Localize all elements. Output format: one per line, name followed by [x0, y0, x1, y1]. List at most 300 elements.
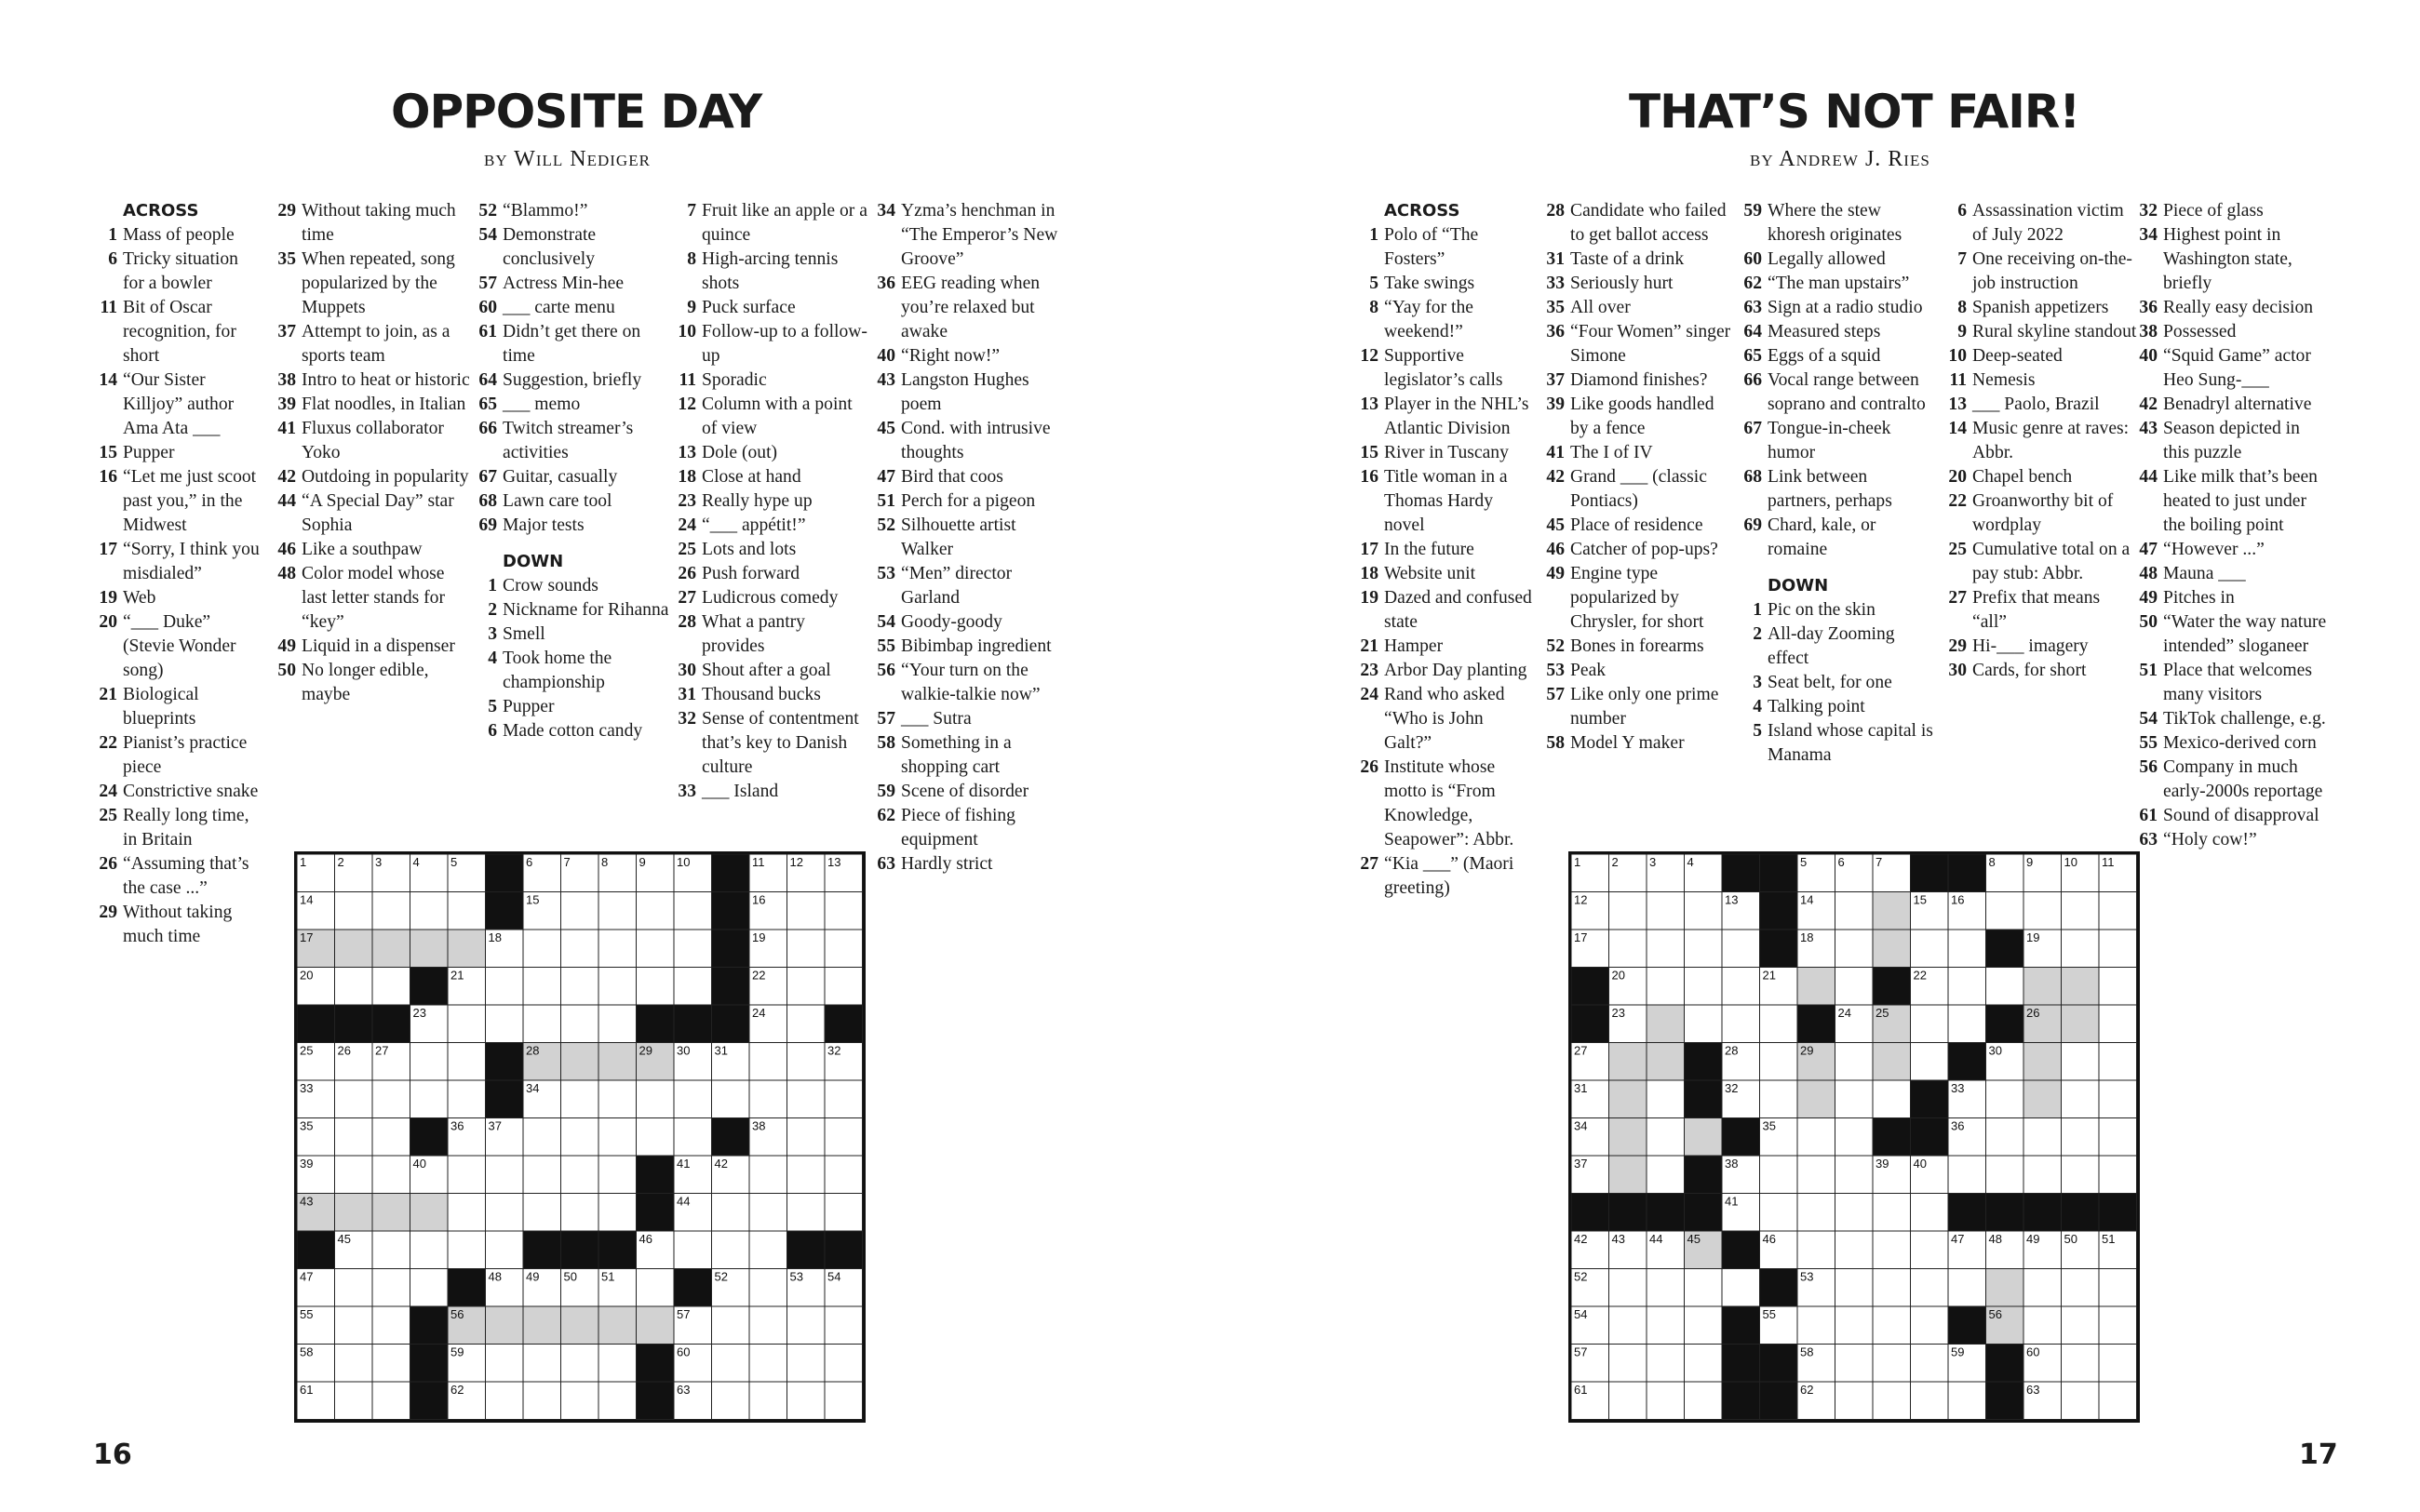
down-clue[interactable]: [672, 707, 869, 780]
grid-cell[interactable]: [372, 1269, 410, 1307]
grid-cell[interactable]: [2023, 1043, 2062, 1081]
grid-cell[interactable]: [2062, 968, 2100, 1006]
grid-cell[interactable]: [523, 1005, 561, 1043]
grid-cell[interactable]: [561, 1306, 599, 1345]
grid-cell[interactable]: [561, 1345, 599, 1383]
down-clue[interactable]: [2133, 199, 2329, 223]
down-clue[interactable]: [871, 465, 1067, 489]
down-clue[interactable]: [1738, 671, 1933, 695]
across-clue[interactable]: [93, 441, 261, 465]
across-clue[interactable]: [1540, 368, 1736, 393]
grid-cell[interactable]: [825, 1345, 863, 1383]
down-clue[interactable]: [871, 635, 1067, 659]
grid-cell[interactable]: [787, 1194, 826, 1232]
down-clue[interactable]: [871, 514, 1067, 562]
down-clue[interactable]: [871, 272, 1067, 344]
down-clue[interactable]: [2133, 659, 2329, 707]
grid-cell[interactable]: [410, 1269, 449, 1307]
down-clue[interactable]: [2133, 296, 2329, 320]
grid-cell[interactable]: [561, 1382, 599, 1420]
across-clue[interactable]: [473, 393, 670, 417]
grid-cell[interactable]: [598, 1382, 637, 1420]
grid-cell[interactable]: [637, 1306, 675, 1345]
across-clue[interactable]: [93, 852, 261, 901]
across-clue[interactable]: [1354, 756, 1533, 852]
grid-cell[interactable]: [1685, 1345, 1723, 1383]
across-clue[interactable]: [1540, 731, 1736, 756]
across-clue[interactable]: [1540, 635, 1736, 659]
grid-cell[interactable]: [561, 1118, 599, 1157]
grid-cell[interactable]: [335, 968, 373, 1006]
grid-cell[interactable]: [1835, 930, 1874, 968]
grid-cell[interactable]: [787, 892, 826, 930]
grid-cell[interactable]: [1948, 1382, 1986, 1420]
grid-cell[interactable]: [1873, 1231, 1911, 1269]
grid-cell[interactable]: [749, 1231, 787, 1269]
across-clue[interactable]: [473, 223, 670, 272]
down-clue[interactable]: [871, 199, 1067, 272]
grid-cell[interactable]: [1685, 1306, 1723, 1345]
grid-cell[interactable]: [2062, 1043, 2100, 1081]
across-clue[interactable]: [1540, 683, 1736, 731]
grid-cell[interactable]: [749, 1043, 787, 1081]
grid-cell[interactable]: [749, 1194, 787, 1232]
grid-cell[interactable]: [825, 1306, 863, 1345]
down-clue[interactable]: [2133, 562, 2329, 586]
grid-cell[interactable]: [335, 1194, 373, 1232]
grid-cell[interactable]: [335, 930, 373, 968]
grid-cell[interactable]: [1911, 1269, 1949, 1307]
across-clue[interactable]: [1540, 320, 1736, 368]
across-clue[interactable]: [1354, 562, 1533, 586]
grid-cell[interactable]: [787, 1306, 826, 1345]
grid-cell[interactable]: [2099, 1043, 2137, 1081]
grid-cell[interactable]: [1685, 930, 1723, 968]
grid-cell[interactable]: [712, 1080, 750, 1118]
grid-cell[interactable]: [372, 1080, 410, 1118]
across-clue[interactable]: [1354, 538, 1533, 562]
grid-cell[interactable]: [561, 968, 599, 1006]
across-clue[interactable]: [473, 489, 670, 514]
grid-cell[interactable]: [1873, 1080, 1911, 1118]
down-clue[interactable]: [672, 514, 869, 538]
grid-cell[interactable]: [1948, 968, 1986, 1006]
down-clue[interactable]: [672, 441, 869, 465]
grid-cell[interactable]: [598, 1345, 637, 1383]
down-clue[interactable]: [473, 695, 670, 719]
grid-cell[interactable]: [787, 1080, 826, 1118]
across-clue[interactable]: [473, 272, 670, 296]
grid-cell[interactable]: [523, 930, 561, 968]
grid-cell[interactable]: [712, 1382, 750, 1420]
grid-cell[interactable]: [2023, 1306, 2062, 1345]
down-clue[interactable]: [1943, 635, 2138, 659]
grid-cell[interactable]: [1986, 1080, 2024, 1118]
across-clue[interactable]: [1354, 635, 1533, 659]
grid-cell[interactable]: [1722, 1269, 1760, 1307]
grid-canvas[interactable]: [297, 854, 863, 1420]
grid-cell[interactable]: [1647, 1005, 1685, 1043]
grid-cell[interactable]: [561, 930, 599, 968]
grid-cell[interactable]: [561, 1194, 599, 1232]
down-clue[interactable]: [871, 610, 1067, 635]
down-clue[interactable]: [2133, 393, 2329, 417]
grid-cell[interactable]: [2099, 1382, 2137, 1420]
grid-cell[interactable]: [335, 1345, 373, 1383]
across-clue[interactable]: [93, 296, 261, 368]
grid-cell[interactable]: [712, 1345, 750, 1383]
grid-cell[interactable]: [335, 1156, 373, 1194]
grid-cell[interactable]: [598, 1043, 637, 1081]
across-clue[interactable]: [93, 538, 261, 586]
grid-cell[interactable]: [825, 1080, 863, 1118]
grid-cell[interactable]: [1986, 1118, 2024, 1157]
grid-cell[interactable]: [2023, 1118, 2062, 1157]
grid-cell[interactable]: [787, 1043, 826, 1081]
down-clue[interactable]: [672, 368, 869, 393]
grid-cell[interactable]: [749, 1382, 787, 1420]
grid-cell[interactable]: [598, 1080, 637, 1118]
across-clue[interactable]: [93, 223, 261, 248]
grid-cell[interactable]: [2062, 1345, 2100, 1383]
grid-cell[interactable]: [1835, 1156, 1874, 1194]
down-clue[interactable]: [2133, 707, 2329, 731]
grid-cell[interactable]: [523, 1156, 561, 1194]
across-clue[interactable]: [1354, 659, 1533, 683]
grid-cell[interactable]: [1722, 930, 1760, 968]
grid-cell[interactable]: [1835, 1118, 1874, 1157]
grid-cell[interactable]: [1835, 1080, 1874, 1118]
grid-cell[interactable]: [712, 1231, 750, 1269]
grid-cell[interactable]: [787, 1118, 826, 1157]
crossword-grid[interactable]: [294, 851, 866, 1423]
grid-cell[interactable]: [674, 1231, 712, 1269]
across-clue[interactable]: [272, 393, 472, 417]
across-clue[interactable]: [1354, 393, 1533, 441]
across-clue[interactable]: [1540, 199, 1736, 248]
grid-cell[interactable]: [448, 930, 486, 968]
across-clue[interactable]: [1738, 368, 1933, 417]
down-clue[interactable]: [672, 562, 869, 586]
grid-cell[interactable]: [1873, 1345, 1911, 1383]
down-clue[interactable]: [1943, 248, 2138, 296]
down-clue[interactable]: [871, 659, 1067, 707]
down-clue[interactable]: [672, 780, 869, 804]
grid-cell[interactable]: [1911, 1382, 1949, 1420]
down-clue[interactable]: [473, 574, 670, 598]
grid-cell[interactable]: [2099, 1080, 2137, 1118]
grid-cell[interactable]: [1609, 1043, 1647, 1081]
across-clue[interactable]: [1540, 514, 1736, 538]
across-clue[interactable]: [1738, 199, 1933, 248]
grid-cell[interactable]: [598, 1118, 637, 1157]
grid-cell[interactable]: [523, 1345, 561, 1383]
down-clue[interactable]: [672, 683, 869, 707]
grid-cell[interactable]: [1948, 930, 1986, 968]
across-clue[interactable]: [473, 465, 670, 489]
grid-cell[interactable]: [1760, 1043, 1798, 1081]
grid-cell[interactable]: [1797, 1080, 1835, 1118]
grid-cell[interactable]: [1873, 1306, 1911, 1345]
grid-cell[interactable]: [486, 1306, 524, 1345]
grid-cell[interactable]: [2062, 1080, 2100, 1118]
grid-cell[interactable]: [2099, 930, 2137, 968]
grid-cell[interactable]: [372, 1231, 410, 1269]
grid-cell[interactable]: [561, 1156, 599, 1194]
grid-cell[interactable]: [825, 930, 863, 968]
across-clue[interactable]: [1354, 272, 1533, 296]
grid-cell[interactable]: [523, 968, 561, 1006]
across-clue[interactable]: [272, 417, 472, 465]
across-clue[interactable]: [1738, 320, 1933, 344]
grid-cell[interactable]: [787, 1005, 826, 1043]
grid-cell[interactable]: [2062, 1156, 2100, 1194]
grid-cell[interactable]: [1797, 968, 1835, 1006]
grid-cell[interactable]: [1911, 1306, 1949, 1345]
grid-cell[interactable]: [372, 892, 410, 930]
down-clue[interactable]: [871, 780, 1067, 804]
grid-cell[interactable]: [335, 1269, 373, 1307]
grid-cell[interactable]: [1911, 930, 1949, 968]
grid-cell[interactable]: [637, 930, 675, 968]
grid-cell[interactable]: [2023, 892, 2062, 930]
grid-cell[interactable]: [1873, 1043, 1911, 1081]
grid-cell[interactable]: [787, 1156, 826, 1194]
down-clue[interactable]: [871, 562, 1067, 610]
grid-cell[interactable]: [1647, 1382, 1685, 1420]
down-clue[interactable]: [672, 393, 869, 441]
down-clue[interactable]: [871, 368, 1067, 417]
grid-cell[interactable]: [1911, 1043, 1949, 1081]
down-clue[interactable]: [871, 344, 1067, 368]
grid-cell[interactable]: [1835, 1382, 1874, 1420]
grid-cell[interactable]: [598, 1005, 637, 1043]
grid-cell[interactable]: [1647, 968, 1685, 1006]
grid-cell[interactable]: [1647, 1156, 1685, 1194]
grid-cell[interactable]: [1760, 1005, 1798, 1043]
down-clue[interactable]: [2133, 417, 2329, 465]
down-clue[interactable]: [871, 707, 1067, 731]
grid-cell[interactable]: [1609, 1345, 1647, 1383]
down-clue[interactable]: [1943, 465, 2138, 489]
grid-cell[interactable]: [448, 1005, 486, 1043]
grid-cell[interactable]: [2023, 968, 2062, 1006]
grid-cell[interactable]: [335, 1306, 373, 1345]
down-clue[interactable]: [1943, 586, 2138, 635]
down-clue[interactable]: [871, 852, 1067, 876]
grid-cell[interactable]: [1873, 1194, 1911, 1232]
across-clue[interactable]: [1540, 441, 1736, 465]
grid-cell[interactable]: [372, 1382, 410, 1420]
across-clue[interactable]: [93, 586, 261, 610]
grid-cell[interactable]: [2023, 1156, 2062, 1194]
grid-cell[interactable]: [749, 1345, 787, 1383]
across-clue[interactable]: [272, 489, 472, 538]
grid-cell[interactable]: [1609, 1080, 1647, 1118]
grid-cell[interactable]: [486, 1231, 524, 1269]
grid-cell[interactable]: [598, 1306, 637, 1345]
down-clue[interactable]: [1943, 296, 2138, 320]
grid-cell[interactable]: [598, 930, 637, 968]
grid-cell[interactable]: [1835, 1345, 1874, 1383]
down-clue[interactable]: [672, 296, 869, 320]
grid-cell[interactable]: [410, 892, 449, 930]
across-clue[interactable]: [1540, 393, 1736, 441]
across-clue[interactable]: [272, 538, 472, 562]
across-clue[interactable]: [1354, 683, 1533, 756]
grid-cell[interactable]: [749, 1080, 787, 1118]
down-clue[interactable]: [871, 804, 1067, 852]
down-clue[interactable]: [2133, 320, 2329, 344]
across-clue[interactable]: [93, 465, 261, 538]
grid-cell[interactable]: [1835, 968, 1874, 1006]
grid-cell[interactable]: [787, 1345, 826, 1383]
grid-cell[interactable]: [2099, 1118, 2137, 1157]
grid-cell[interactable]: [1760, 1194, 1798, 1232]
grid-cell[interactable]: [372, 930, 410, 968]
grid-cell[interactable]: [372, 1118, 410, 1157]
across-clue[interactable]: [272, 635, 472, 659]
grid-cell[interactable]: [637, 968, 675, 1006]
grid-cell[interactable]: [674, 930, 712, 968]
grid-cell[interactable]: [372, 968, 410, 1006]
grid-cell[interactable]: [1948, 1005, 1986, 1043]
grid-cell[interactable]: [335, 1080, 373, 1118]
across-clue[interactable]: [1540, 538, 1736, 562]
grid-cell[interactable]: [2099, 1306, 2137, 1345]
grid-cell[interactable]: [1797, 1118, 1835, 1157]
grid-cell[interactable]: [674, 1080, 712, 1118]
across-clue[interactable]: [1738, 296, 1933, 320]
grid-cell[interactable]: [598, 968, 637, 1006]
grid-cell[interactable]: [2099, 892, 2137, 930]
grid-cell[interactable]: [486, 1005, 524, 1043]
across-clue[interactable]: [272, 248, 472, 320]
grid-cell[interactable]: [825, 1194, 863, 1232]
grid-cell[interactable]: [598, 1194, 637, 1232]
grid-cell[interactable]: [448, 1043, 486, 1081]
grid-cell[interactable]: [1835, 1194, 1874, 1232]
grid-cell[interactable]: [1609, 930, 1647, 968]
across-clue[interactable]: [1540, 296, 1736, 320]
across-clue[interactable]: [93, 368, 261, 441]
across-clue[interactable]: [272, 320, 472, 368]
across-clue[interactable]: [93, 901, 261, 949]
crossword-grid[interactable]: [1568, 851, 2140, 1423]
across-clue[interactable]: [93, 731, 261, 780]
down-clue[interactable]: [2133, 465, 2329, 538]
down-clue[interactable]: [672, 248, 869, 296]
down-clue[interactable]: [672, 538, 869, 562]
grid-cell[interactable]: [1797, 1156, 1835, 1194]
across-clue[interactable]: [1354, 223, 1533, 272]
across-clue[interactable]: [93, 610, 261, 683]
grid-cell[interactable]: [523, 1118, 561, 1157]
grid-cell[interactable]: [1911, 1231, 1949, 1269]
down-clue[interactable]: [672, 465, 869, 489]
grid-cell[interactable]: [1609, 1156, 1647, 1194]
across-clue[interactable]: [93, 683, 261, 731]
grid-cell[interactable]: [1986, 1156, 2024, 1194]
grid-cell[interactable]: [1609, 892, 1647, 930]
grid-cell[interactable]: [2099, 1269, 2137, 1307]
across-clue[interactable]: [93, 248, 261, 296]
grid-cell[interactable]: [561, 1080, 599, 1118]
grid-cell[interactable]: [787, 930, 826, 968]
grid-cell[interactable]: [1685, 1118, 1723, 1157]
grid-cell[interactable]: [1948, 1156, 1986, 1194]
down-clue[interactable]: [473, 622, 670, 647]
grid-cell[interactable]: [372, 1306, 410, 1345]
grid-cell[interactable]: [1760, 1080, 1798, 1118]
grid-cell[interactable]: [410, 1080, 449, 1118]
down-clue[interactable]: [2133, 538, 2329, 562]
down-clue[interactable]: [1738, 695, 1933, 719]
grid-cell[interactable]: [2099, 1156, 2137, 1194]
across-clue[interactable]: [93, 804, 261, 852]
grid-cell[interactable]: [598, 1156, 637, 1194]
across-clue[interactable]: [272, 659, 472, 707]
across-clue[interactable]: [1738, 514, 1933, 562]
grid-cell[interactable]: [561, 1005, 599, 1043]
across-clue[interactable]: [1540, 465, 1736, 514]
grid-cell[interactable]: [1722, 968, 1760, 1006]
down-clue[interactable]: [1738, 622, 1933, 671]
grid-cell[interactable]: [637, 1080, 675, 1118]
grid-cell[interactable]: [1835, 1231, 1874, 1269]
down-clue[interactable]: [1943, 320, 2138, 344]
down-clue[interactable]: [871, 417, 1067, 465]
grid-cell[interactable]: [712, 1306, 750, 1345]
across-clue[interactable]: [272, 562, 472, 635]
grid-cell[interactable]: [486, 1194, 524, 1232]
grid-cell[interactable]: [637, 1118, 675, 1157]
grid-cell[interactable]: [825, 1156, 863, 1194]
grid-cell[interactable]: [2062, 1118, 2100, 1157]
grid-cell[interactable]: [825, 1118, 863, 1157]
down-clue[interactable]: [1943, 417, 2138, 465]
grid-cell[interactable]: [1797, 1231, 1835, 1269]
across-clue[interactable]: [1540, 248, 1736, 272]
grid-cell[interactable]: [2023, 1080, 2062, 1118]
grid-cell[interactable]: [523, 1194, 561, 1232]
grid-cell[interactable]: [2062, 1005, 2100, 1043]
grid-cell[interactable]: [1873, 892, 1911, 930]
grid-cell[interactable]: [486, 1382, 524, 1420]
across-clue[interactable]: [1738, 344, 1933, 368]
grid-cell[interactable]: [598, 892, 637, 930]
grid-cell[interactable]: [1911, 1005, 1949, 1043]
grid-cell[interactable]: [825, 1382, 863, 1420]
across-clue[interactable]: [272, 465, 472, 489]
grid-cell[interactable]: [1685, 1005, 1723, 1043]
down-clue[interactable]: [1943, 199, 2138, 248]
grid-cell[interactable]: [749, 1269, 787, 1307]
down-clue[interactable]: [871, 489, 1067, 514]
down-clue[interactable]: [1943, 344, 2138, 368]
grid-cell[interactable]: [1873, 930, 1911, 968]
grid-cell[interactable]: [1948, 1269, 1986, 1307]
down-clue[interactable]: [473, 719, 670, 743]
grid-cell[interactable]: [1986, 892, 2024, 930]
grid-cell[interactable]: [787, 1382, 826, 1420]
grid-cell[interactable]: [1722, 1005, 1760, 1043]
grid-cell[interactable]: [1685, 892, 1723, 930]
across-clue[interactable]: [473, 296, 670, 320]
grid-cell[interactable]: [1609, 1118, 1647, 1157]
grid-cell[interactable]: [561, 1043, 599, 1081]
across-clue[interactable]: [1354, 465, 1533, 538]
